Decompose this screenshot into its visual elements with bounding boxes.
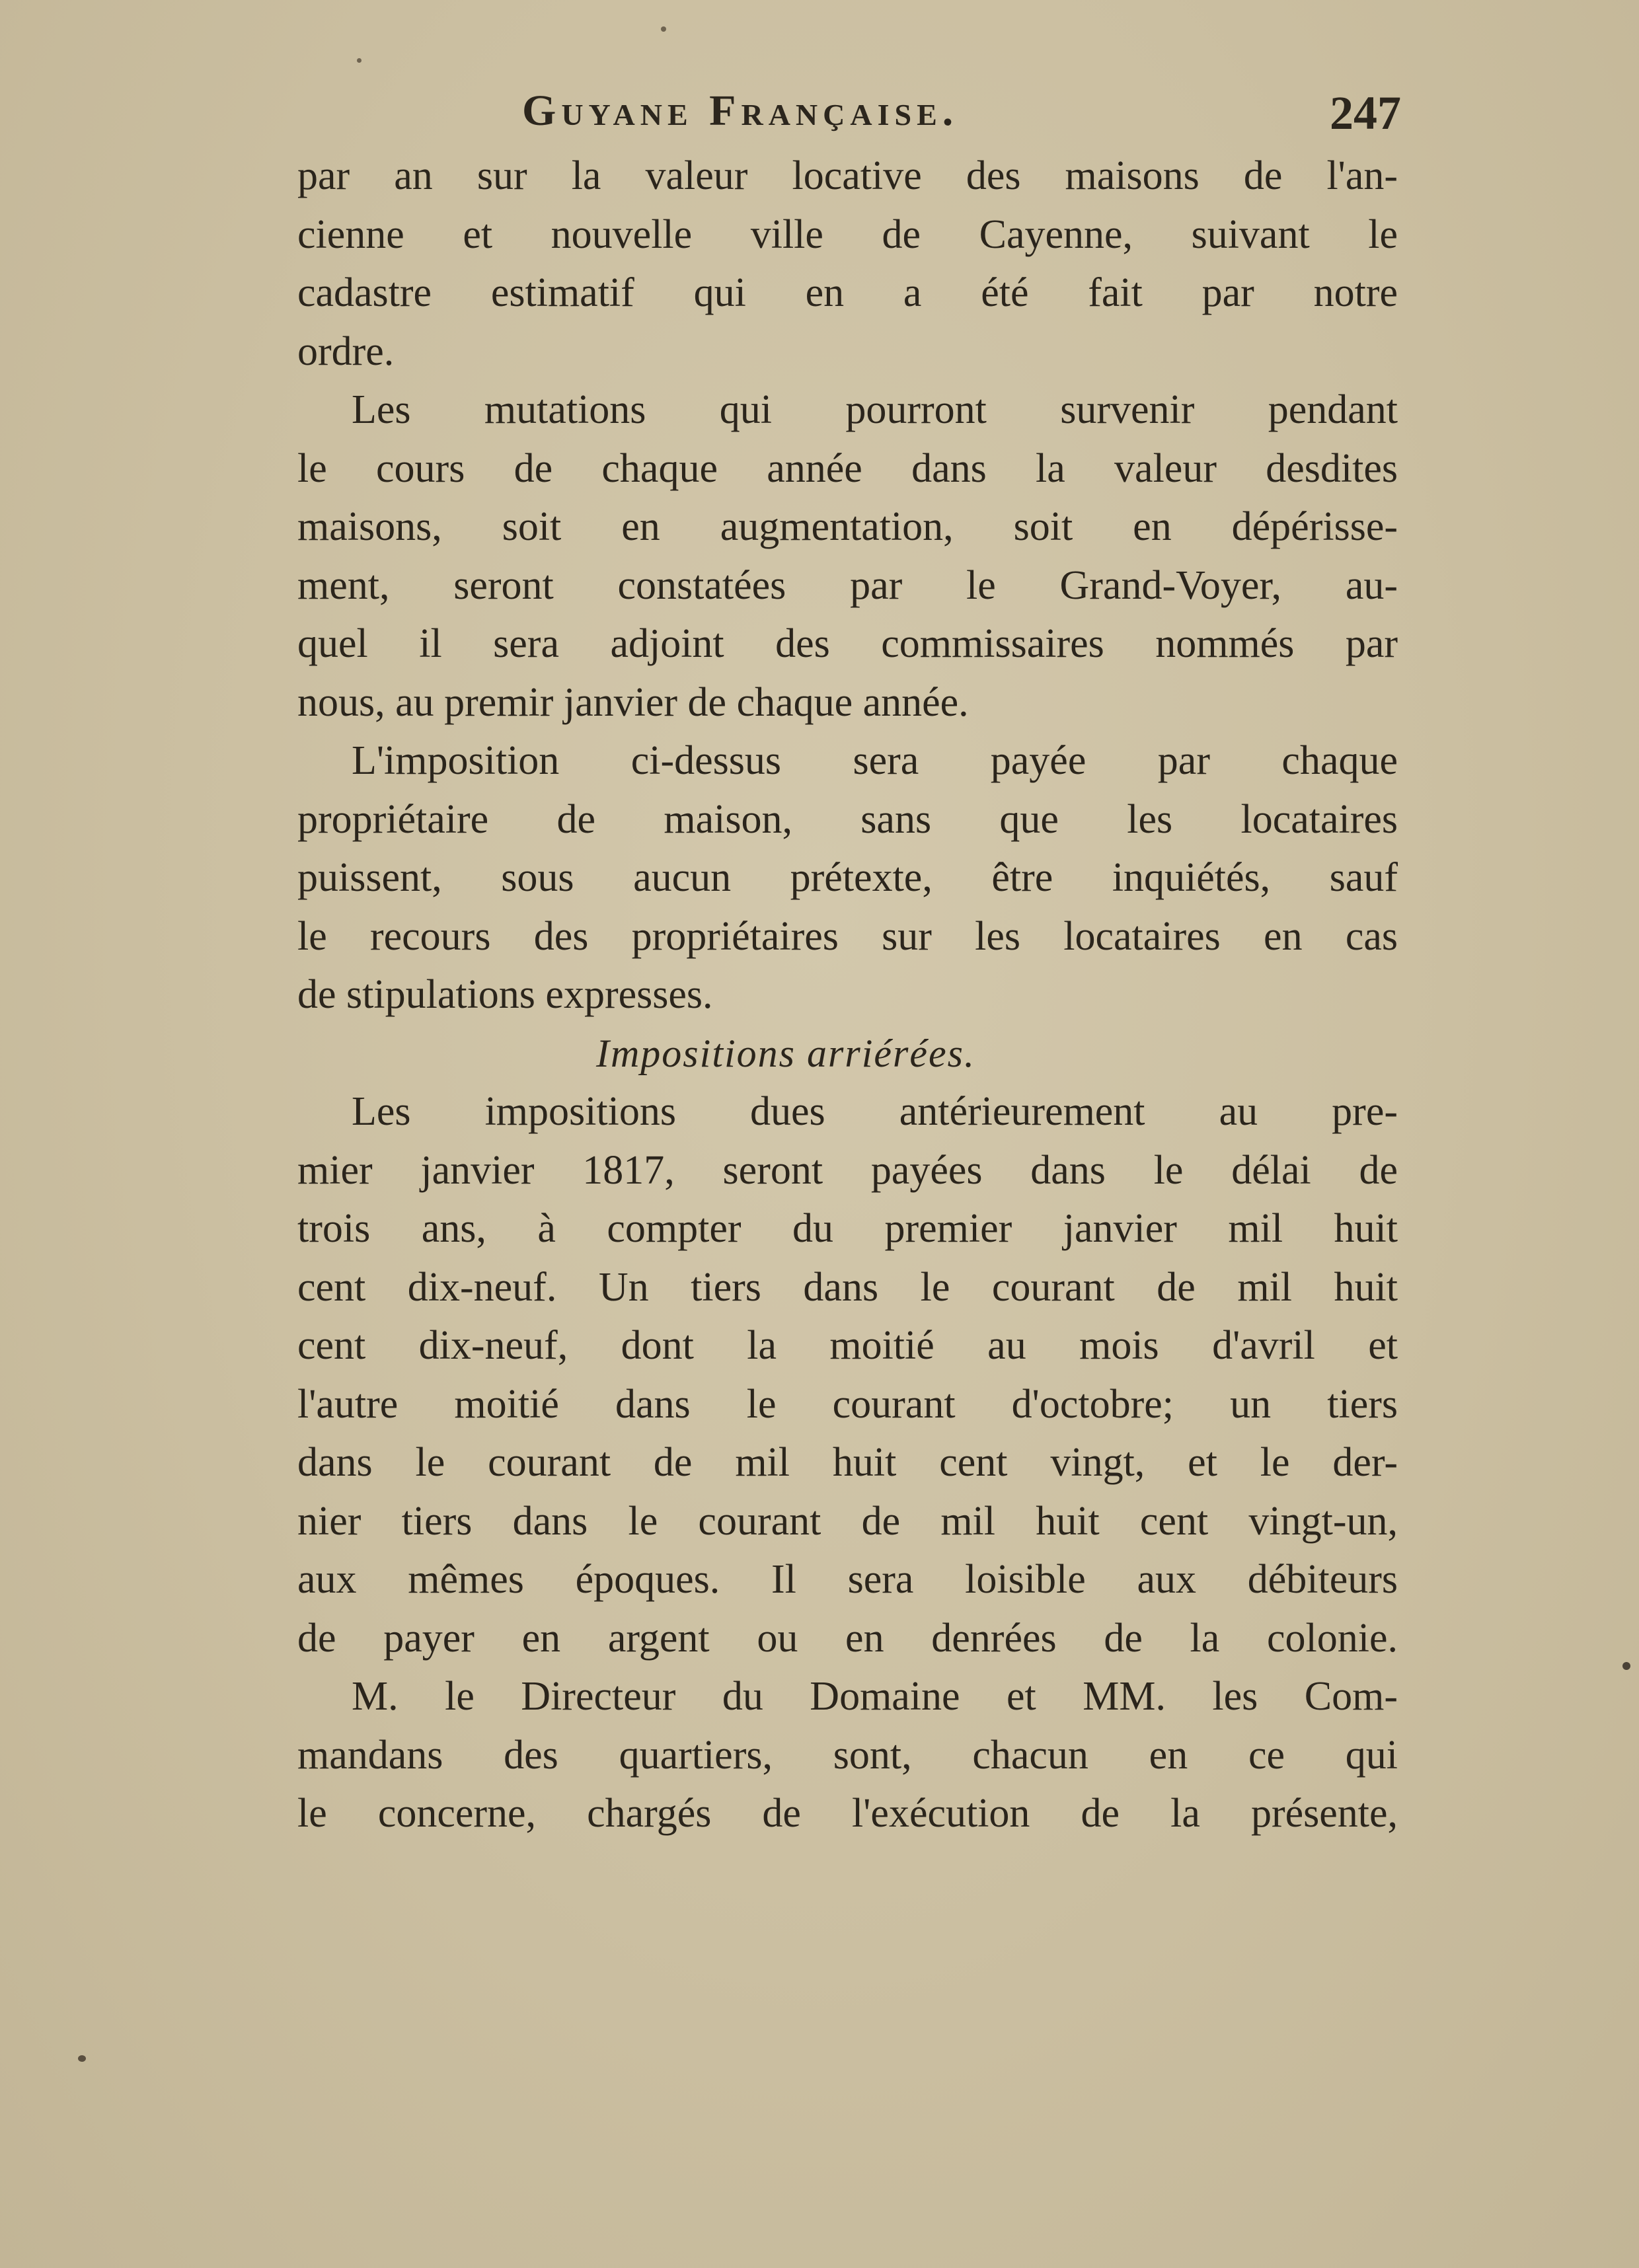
running-head: Guyane Française. xyxy=(522,87,959,135)
text-line: par an sur la valeur locative des maisons de l'an- xyxy=(297,153,1398,198)
text-line: aux mêmes époques. Il sera loisible aux débiteurs xyxy=(297,1557,1398,1602)
text-line: Les impositions dues antérieurement au pre- xyxy=(352,1089,1398,1134)
text-line: nier tiers dans le courant de mil huit cent vingt-un, xyxy=(297,1498,1398,1544)
text-line: mandans des quartiers, sont, chacun en ce qui xyxy=(297,1732,1398,1778)
text-line: cent dix-neuf. Un tiers dans le courant de mil huit xyxy=(297,1264,1398,1310)
section-heading: Impositions arriérées. xyxy=(596,1031,975,1075)
text-line: M. le Directeur du Domaine et MM. les Com- xyxy=(352,1674,1398,1719)
paragraph xyxy=(297,1667,1398,1843)
paragraph xyxy=(297,381,1398,732)
text-line: ordre. xyxy=(297,328,395,374)
text-line: le cours de chaque année dans la valeur desdites xyxy=(297,445,1398,491)
text-line: cienne et nouvelle ville de Cayenne, suivant le xyxy=(297,211,1398,257)
text-line: nous, au premir janvier de chaque année. xyxy=(297,679,969,725)
page-number: 247 xyxy=(1330,87,1401,139)
paragraph xyxy=(297,147,1398,381)
text-line: dans le courant de mil huit cent vingt, et le der- xyxy=(297,1440,1398,1485)
paragraph xyxy=(297,732,1398,1024)
text-line: trois ans, à compter du premier janvier mil huit xyxy=(297,1206,1398,1251)
text-line: Les mutations qui pourront survenir pendant xyxy=(352,387,1398,432)
text-line: le concerne, chargés de l'exécution de la présente, xyxy=(297,1791,1398,1836)
text-line: cent dix-neuf, dont la moitié au mois d'avril et xyxy=(297,1323,1398,1368)
text-line: de stipulations expresses. xyxy=(297,972,713,1017)
text-line: de payer en argent ou en denrées de la colonie. xyxy=(297,1615,1398,1661)
body-text xyxy=(297,147,1398,1843)
paragraph xyxy=(297,1082,1398,1667)
paper-speck xyxy=(78,2055,86,2062)
text-line: L'imposition ci-dessus sera payée par chaque xyxy=(352,738,1398,783)
text-line: cadastre estimatif qui en a été fait par notre xyxy=(297,270,1398,315)
paper-speck xyxy=(661,26,666,32)
text-line: ment, seront constatées par le Grand-Voyer, au- xyxy=(297,562,1398,608)
page-header xyxy=(522,86,1401,145)
text-line: propriétaire de maison, sans que les locataires xyxy=(297,796,1398,842)
text-line: le recours des propriétaires sur les locataires en cas xyxy=(297,913,1398,959)
text-line: puissent, sous aucun prétexte, être inquiétés, sauf xyxy=(297,855,1398,900)
paper-speck xyxy=(357,58,362,63)
text-line: maisons, soit en augmentation, soit en dépérisse- xyxy=(297,504,1398,549)
text-line: mier janvier 1817, seront payées dans le délai de xyxy=(297,1147,1398,1193)
paper-speck xyxy=(1622,1662,1630,1670)
text-line: quel il sera adjoint des commissaires nommés par xyxy=(297,621,1398,666)
text-line: l'autre moitié dans le courant d'octobre; un tiers xyxy=(297,1381,1398,1427)
